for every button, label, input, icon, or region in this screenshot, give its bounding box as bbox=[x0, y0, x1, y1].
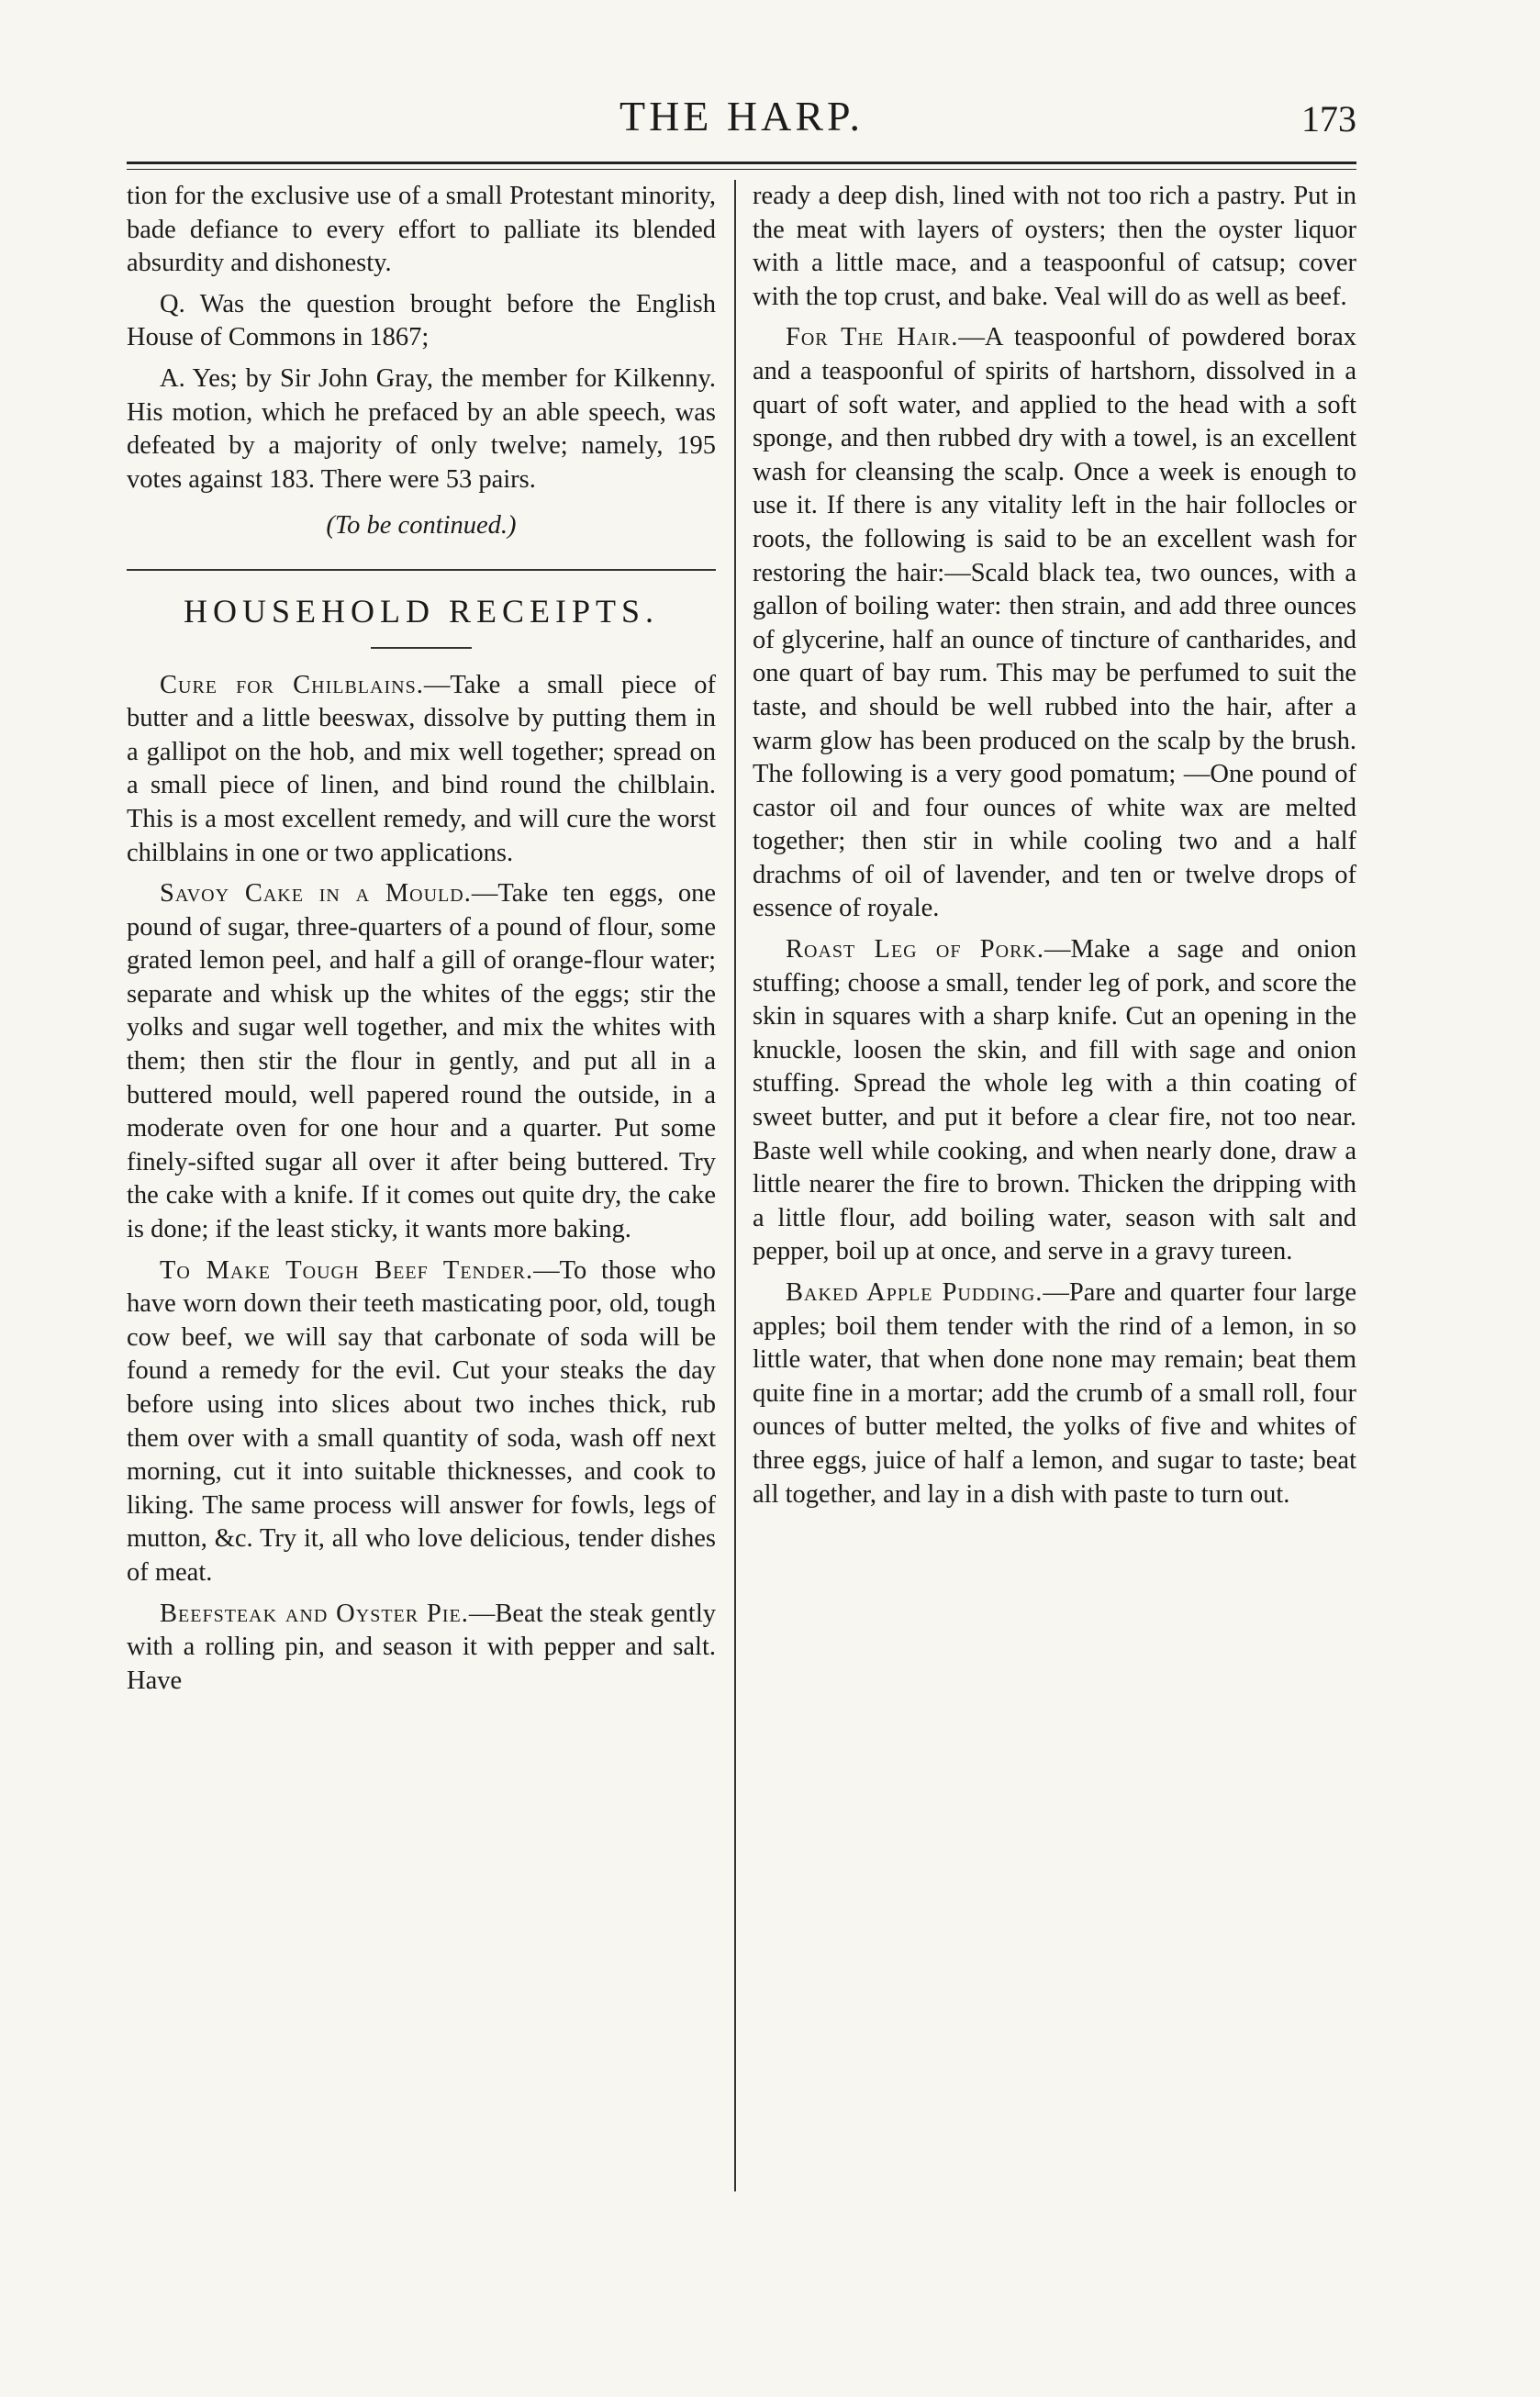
recipe-title: Baked Apple Pudding. bbox=[786, 1278, 1043, 1307]
answer-paragraph: A. Yes; by Sir John Gray, the member for Kilkenny. His motion, which he prefaced by an able speech, was defeated by a majority of only twelve; namely, 195 votes against 183. There were 53 pairs. bbox=[127, 363, 716, 494]
recipe-roast-pork bbox=[753, 933, 1356, 1269]
recipe-chilblains bbox=[127, 669, 716, 871]
column-divider bbox=[734, 180, 736, 2191]
section-heading: HOUSEHOLD RECEIPTS. bbox=[183, 592, 659, 630]
recipe-body: —Pare and quarter four large apples; boil them tender with the rind of a lemon, in so little water, that when done none may remain; beat them quite fine in a mortar; add the crumb of a small roll, four ounces of butter melted, the yolks of five and whites of three eggs, juice of half a lemon, and sugar to taste; beat all together, and lay in a dish with paste to turn out. bbox=[753, 1278, 1356, 1509]
heading-underline bbox=[371, 647, 472, 649]
recipe-body: —Beat the steak gently with a rolling pin, and season it with pepper and salt. Have bbox=[127, 1599, 716, 1695]
page-number: 173 bbox=[1301, 98, 1356, 139]
recipe-title: Savoy Cake in a Mould. bbox=[160, 879, 472, 909]
to-be-continued: (To be continued.) bbox=[326, 511, 517, 541]
pie-continuation: ready a deep dish, lined with not too rich a pastry. Put in the meat with layers of oysters; then the oyster liquor with a little mace, and a teaspoonful of catsup; cover with the top crust, and bake. Veal will do as well as beef. bbox=[753, 182, 1356, 311]
recipe-title: For The Hair. bbox=[786, 323, 959, 352]
recipe-body: —Take ten eggs, one pound of sugar, three-quarters of a pound of flour, some grated lemon peel, and half a gill of orange-flour water; separate and whisk up the whites of the eggs; stir the yolks and sugar well together, and mix the whites with them; then stir the flour in gently, and put all in a buttered mould, well papered round the outside, in a moderate oven for one hour and a quarter. Put some finely-sifted sugar all over it after being buttered. Try the cake with a knife. If it comes out quite dry, the cake is done; if the least sticky, it wants more baking. bbox=[127, 879, 716, 1244]
recipe-title: Roast Leg of Pork. bbox=[786, 935, 1045, 964]
page-title: THE HARP. bbox=[619, 93, 865, 139]
recipe-beefsteak-pie bbox=[127, 1598, 716, 1699]
recipe-apple-pudding bbox=[753, 1277, 1356, 1511]
recipe-tough-beef bbox=[127, 1254, 716, 1590]
recipe-title: Beefsteak and Oyster Pie. bbox=[160, 1599, 469, 1628]
recipe-hair bbox=[753, 321, 1356, 926]
section-divider bbox=[127, 569, 716, 571]
question-paragraph: Q. Was the question brought before the English House of Commons in 1867; bbox=[127, 289, 716, 352]
running-head bbox=[127, 92, 1356, 147]
recipe-body: —Make a sage and onion stuffing; choose a small, tender leg of pork, and score the skin in squares with a sharp knife. Cut an opening in the knuckle, loosen the skin, and fill with sage and onion stuffing. Spread the whole leg with a thin coating of sweet butter, and put it before a clear fire, not too near. Baste well while cooking, and when nearly done, draw a little nearer the fire to brown. Thicken the dripping with a little flour, add boiling water, season with salt and pepper, boil up at once, and serve in a gravy tureen. bbox=[753, 935, 1357, 1266]
continuation-paragraph: tion for the exclusive use of a small Protestant minority, bade defiance to every effort to palliate its blended absurdity and dishonesty. bbox=[127, 182, 716, 278]
header-rule-thin bbox=[127, 169, 1356, 170]
right-column bbox=[753, 180, 1356, 1519]
recipe-savoy-cake bbox=[127, 877, 716, 1247]
left-column bbox=[127, 180, 716, 1705]
header-rule-thick bbox=[127, 162, 1356, 164]
recipe-title: Cure for Chilblains. bbox=[160, 670, 424, 699]
recipe-body: —A teaspoonful of powdered borax and a teaspoonful of spirits of hartshorn, dissolved in a quart of soft water, and applied to the head with a soft sponge, and then rubbed dry with a towel, is an excellent wash for cleansing the scalp. Once a week is enough to use it. If there is any vitality left in the hair follocles or roots, the following is said to be an excellent wash for restoring the hair:—Scald black tea, two ounces, with a gallon of boiling water: then strain, and add three ounces of glycerine, half an ounce of tincture of cantharides, and one quart of bay rum. This may be perfumed to suit the taste, and should be well rubbed into the hair, after a warm glow has been produced on the scalp by the brush. The following is a very good pomatum; —One pound of castor oil and four ounces of white wax are melted together; then stir in while cooling two and a half drachms of oil of lavender, and ten or twelve drops of essence of royale. bbox=[753, 323, 1357, 923]
recipe-body: —Take a small piece of butter and a little beeswax, dissolve by putting them in a gallipot on the hob, and mix well together; spread on a small piece of linen, and bind round the chilblain. This is a most excellent remedy, and will cure the worst chilblains in one or two applications. bbox=[127, 670, 716, 867]
recipe-body: —To those who have worn down their teeth masticating poor, old, tough cow beef, we will say that carbonate of soda will be found a remedy for the evil. Cut your steaks the day before using into slices about two inches thick, rub them over with a small quantity of soda, wash off next morning, cut it into suitable thicknesses, and cook to liking. The same process will answer for fowls, legs of mutton, &c. Try it, all who love delicious, tender dishes of meat. bbox=[127, 1255, 716, 1587]
recipe-title: To Make Tough Beef Tender. bbox=[160, 1255, 534, 1285]
